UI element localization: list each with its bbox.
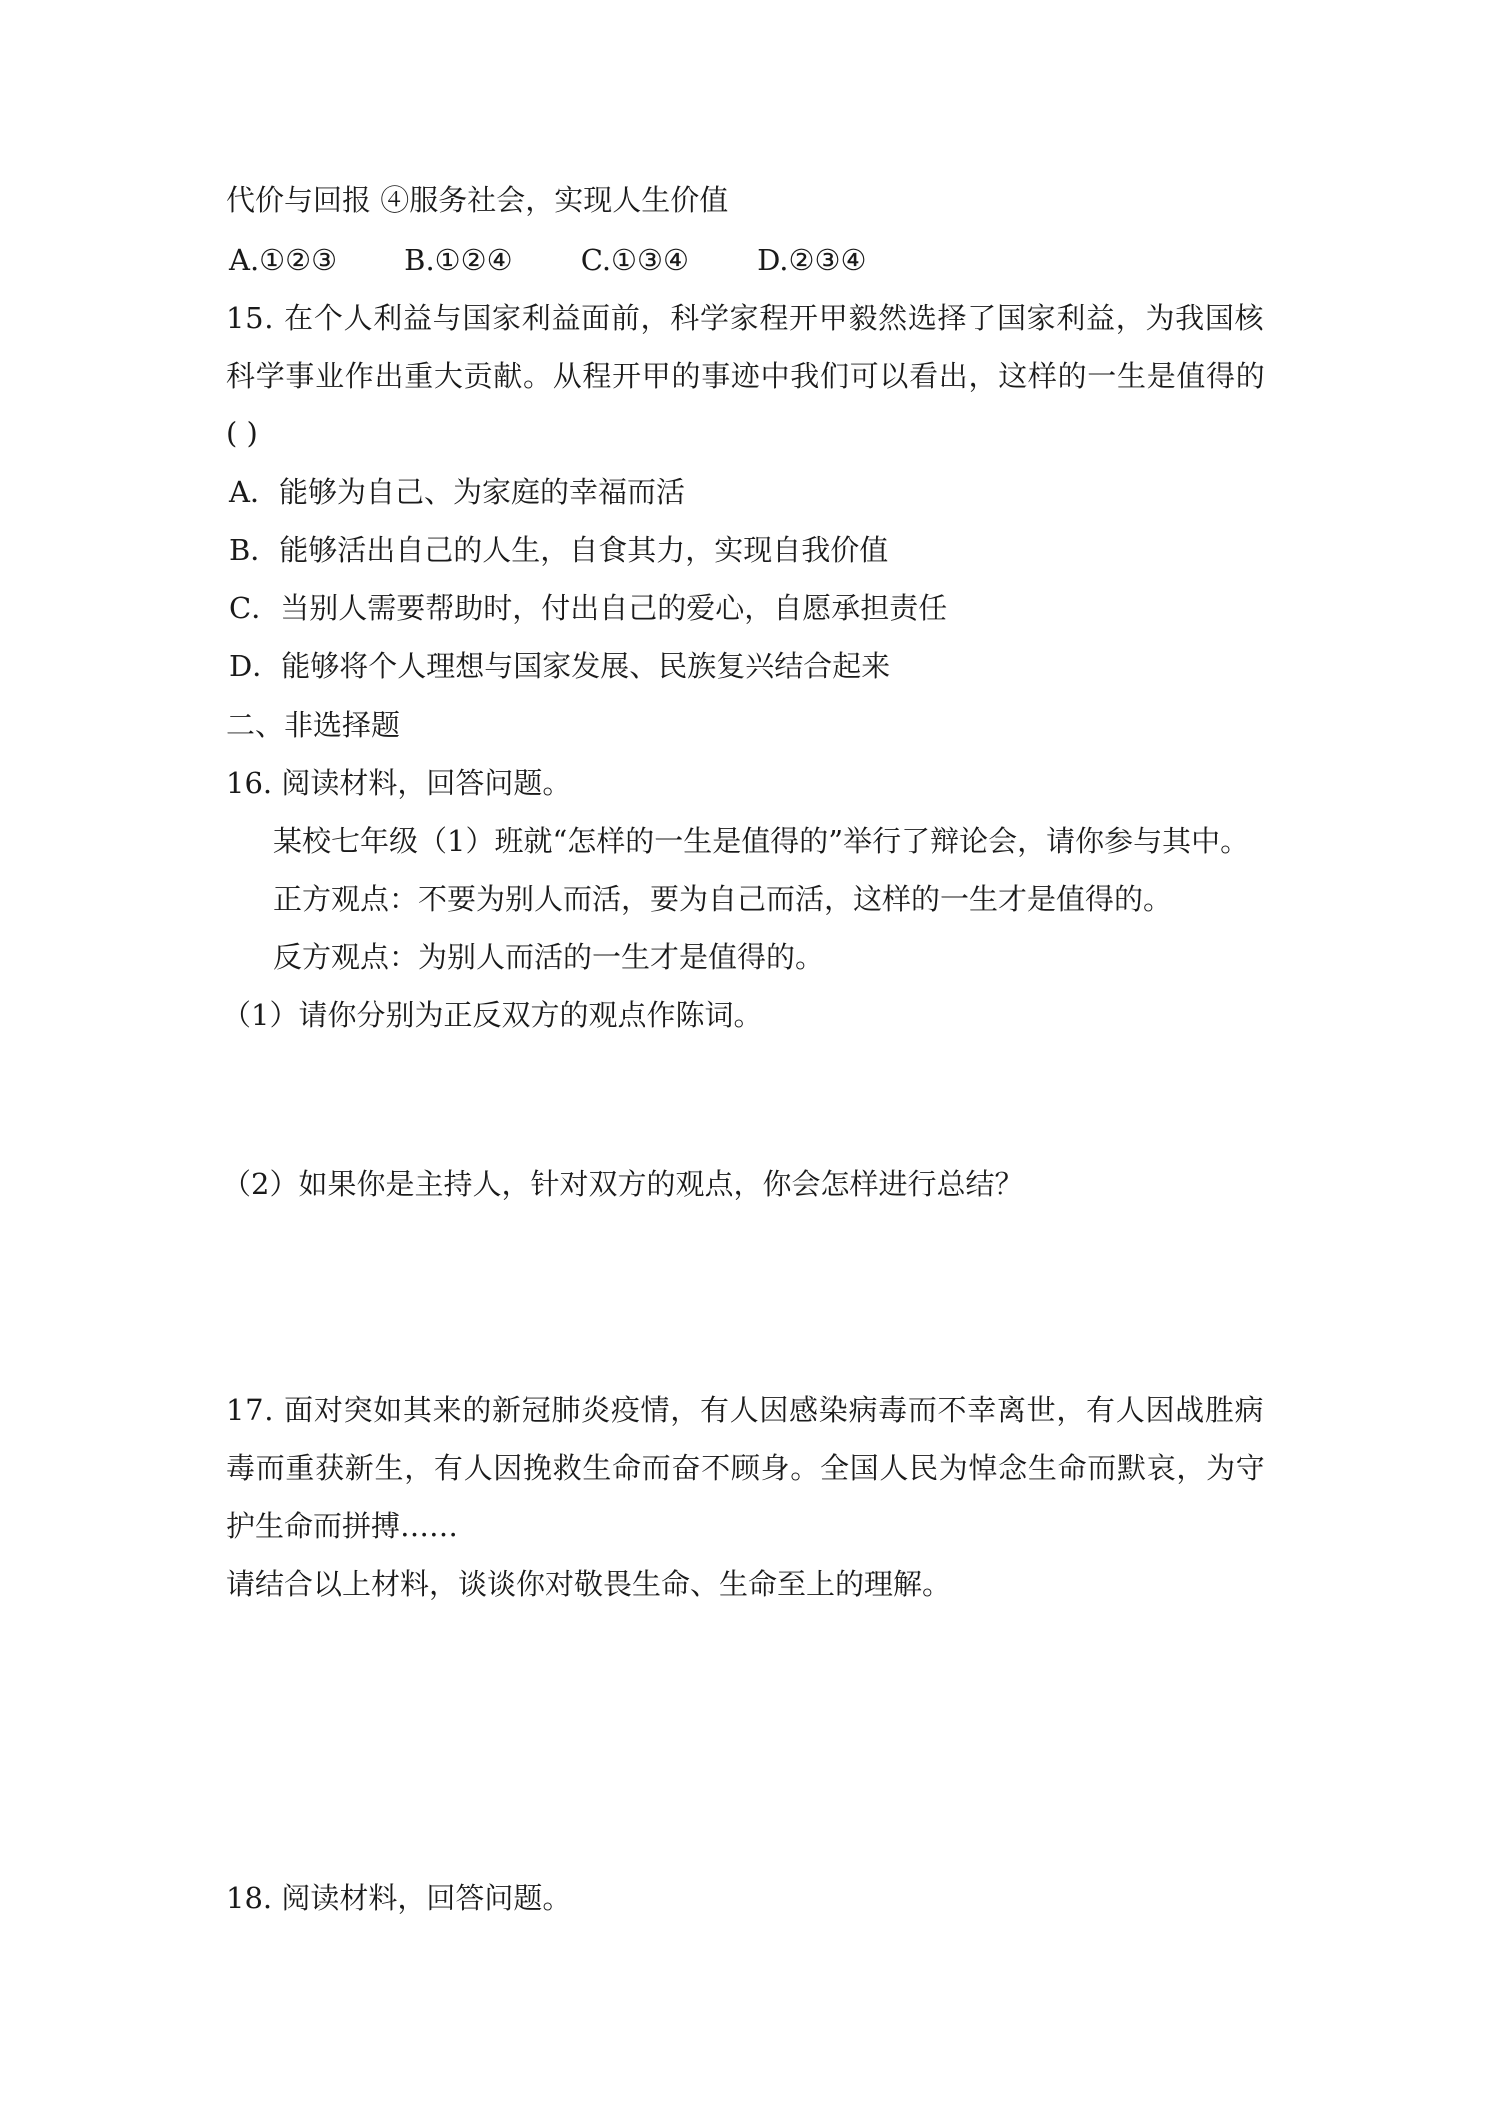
q17-stem-line-1: 17. 面对突如其来的新冠肺炎疫情，有人因感染病毒而不幸离世，有人因战胜病 [226,1393,1265,1427]
section-heading: 二、非选择题 [226,708,401,742]
q17-stem-line-3: 护生命而拼搏…… [226,1509,459,1543]
q15-option-a: A．能够为自己、为家庭的幸福而活 [229,475,685,509]
q16-material-line-3: 反方观点：为别人而活的一生才是值得的。 [273,940,825,974]
q14-choice-d: D.②③④ [757,243,867,277]
q14-choice-a: A.①②③ [229,243,338,277]
q16-subquestion-2: （2）如果你是主持人，针对双方的观点，你会怎样进行总结？ [222,1167,1024,1201]
q18-stem: 18. 阅读材料，回答问题。 [226,1881,572,1915]
q16-material-line-1: 某校七年级（1）班就“怎样的一生是值得的”举行了辩论会，请你参与其中。 [273,824,1250,858]
q15-answer-bracket: ( ) [226,416,258,450]
q14-tail-line: 代价与回报 ④服务社会，实现人生价值 [226,183,729,217]
q17-prompt: 请结合以上材料，谈谈你对敬畏生命、生命至上的理解。 [226,1567,952,1601]
q14-choices [229,240,867,280]
q15-option-d: D．能够将个人理想与国家发展、民族复兴结合起来 [229,649,891,683]
q16-subquestion-1: （1）请你分别为正反双方的观点作陈词。 [222,998,763,1032]
q14-choice-b: B.①②④ [404,243,513,277]
q15-stem-line-1: 15. 在个人利益与国家利益面前，科学家程开甲毅然选择了国家利益，为我国核 [226,301,1265,335]
q15-option-c: C．当别人需要帮助时，付出自己的爱心，自愿承担责任 [229,591,948,625]
q15-option-b: B．能够活出自己的人生，自食其力，实现自我价值 [229,533,889,567]
q16-material-line-2: 正方观点：不要为别人而活，要为自己而活，这样的一生才是值得的。 [273,882,1173,916]
q14-choice-c: C.①③④ [580,243,690,277]
q17-stem-line-2: 毒而重获新生，有人因挽救生命而奋不顾身。全国人民为悼念生命而默哀，为守 [226,1451,1266,1485]
q15-stem-line-2: 科学事业作出重大贡献。从程开甲的事迹中我们可以看出，这样的一生是值得的 [226,359,1266,393]
q16-stem: 16. 阅读材料，回答问题。 [226,766,572,800]
